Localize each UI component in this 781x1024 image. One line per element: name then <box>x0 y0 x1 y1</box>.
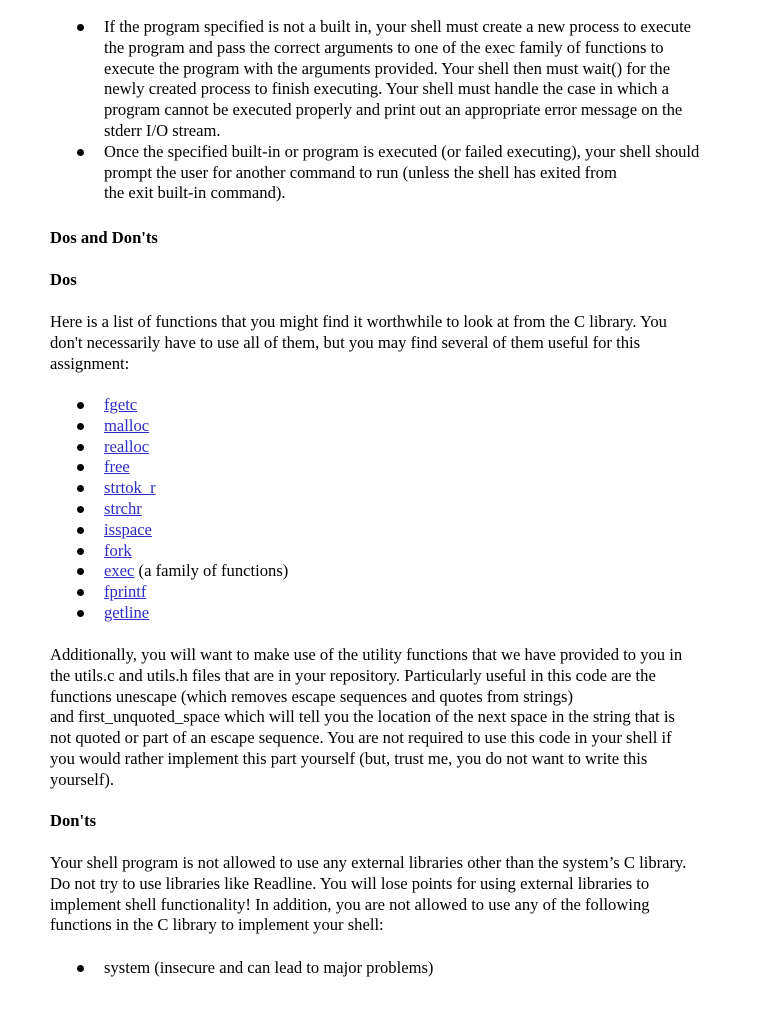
forbidden-function-list <box>104 958 704 979</box>
donts-paragraph <box>50 853 765 936</box>
free-link[interactable]: free <box>104 457 130 477</box>
exec-link[interactable]: exec <box>104 561 135 581</box>
paragraph-line: functions unescape (which removes escape sequences and quotes from strings) <box>50 686 573 706</box>
bullet-line: stderr I/O stream. <box>104 120 221 140</box>
paragraph-line: functions in the C library to implement your shell: <box>50 915 384 935</box>
function-link-list <box>104 395 504 624</box>
bullet-line: Once the specified built-in or program is executed (or failed executing), your shell should <box>104 141 700 161</box>
paragraph-line: don't necessarily have to use all of them, but you may find several of them useful for this <box>50 332 641 352</box>
function-list-item <box>104 520 504 541</box>
function-list-item <box>104 437 504 458</box>
fprintf-link[interactable]: fprintf <box>104 582 147 602</box>
bullet-line: the program and pass the correct arguments to one of the exec family of functions to <box>104 37 664 57</box>
function-list-item <box>104 561 504 582</box>
paragraph-line: Here is a list of functions that you might find it worthwhile to look at from the C library. You <box>50 312 667 331</box>
function-list-item <box>104 582 504 603</box>
function-list-item <box>104 457 504 478</box>
paragraph-line: Your shell program is not allowed to use any external libraries other than the system’s C library. <box>50 853 687 872</box>
strchr-link[interactable]: strchr <box>104 498 142 518</box>
paragraph-line: Do not try to use libraries like Readline. You will lose points for using external libraries to <box>50 873 650 893</box>
realloc-link[interactable]: realloc <box>104 436 150 456</box>
function-list-item <box>104 478 504 499</box>
function-list-item <box>104 541 504 562</box>
fgetc-link[interactable]: fgetc <box>104 395 138 414</box>
bullet-line: newly created process to finish executing. Your shell must handle the case in which a <box>104 79 669 99</box>
paragraph-line: the utils.c and utils.h files that are in your repository. Particularly useful in this code are the <box>50 665 656 685</box>
paragraph-line: not quoted or part of an escape sequence. You are not required to use this code in your shell if <box>50 728 672 748</box>
dos-heading: Dos <box>50 270 77 289</box>
bullet-item-prompt-again <box>104 142 769 204</box>
function-list-item <box>104 416 504 437</box>
function-list-item <box>104 395 504 416</box>
paragraph-line: yourself). <box>50 769 115 789</box>
paragraph-line: implement shell functionality! In addition, you are not allowed to use any of the following <box>50 894 650 914</box>
requirements-bullet-list <box>104 17 769 204</box>
bullet-line: prompt the user for another command to run (unless the shell has exited from <box>104 162 617 182</box>
paragraph-line: Additionally, you will want to make use of the utility functions that we have provided to you in <box>50 645 683 664</box>
isspace-link[interactable]: isspace <box>104 519 152 539</box>
fork-link[interactable]: fork <box>104 540 132 560</box>
paragraph-line: you would rather implement this part yourself (but, trust me, you do not want to write this <box>50 748 648 768</box>
getline-link[interactable]: getline <box>104 602 150 622</box>
function-suffix: (a family of functions) <box>134 561 289 581</box>
bullet-item-exec-program <box>104 17 769 142</box>
malloc-link[interactable]: malloc <box>104 415 150 435</box>
function-list-item <box>104 499 504 520</box>
bullet-line: the exit built-in command). <box>104 183 286 203</box>
dos-and-donts-heading: Dos and Don'ts <box>50 228 158 247</box>
paragraph-line: assignment: <box>50 353 130 373</box>
utility-functions-paragraph <box>50 645 765 791</box>
bullet-line: If the program specified is not a built in, your shell must create a new process to execute <box>104 17 692 36</box>
function-list-item <box>104 603 504 624</box>
paragraph-line: and first_unquoted_space which will tell you the location of the next space in the string that is <box>50 707 675 727</box>
strtok-r-link[interactable]: strtok_r <box>104 478 156 498</box>
donts-heading: Don'ts <box>50 811 97 830</box>
forbidden-function-item: system (insecure and can lead to major problems) <box>104 958 704 979</box>
dos-intro-paragraph <box>50 312 765 374</box>
bullet-line: program cannot be executed properly and print out an appropriate error message on the <box>104 100 683 120</box>
bullet-line: execute the program with the arguments provided. Your shell then must wait() for the <box>104 58 671 78</box>
